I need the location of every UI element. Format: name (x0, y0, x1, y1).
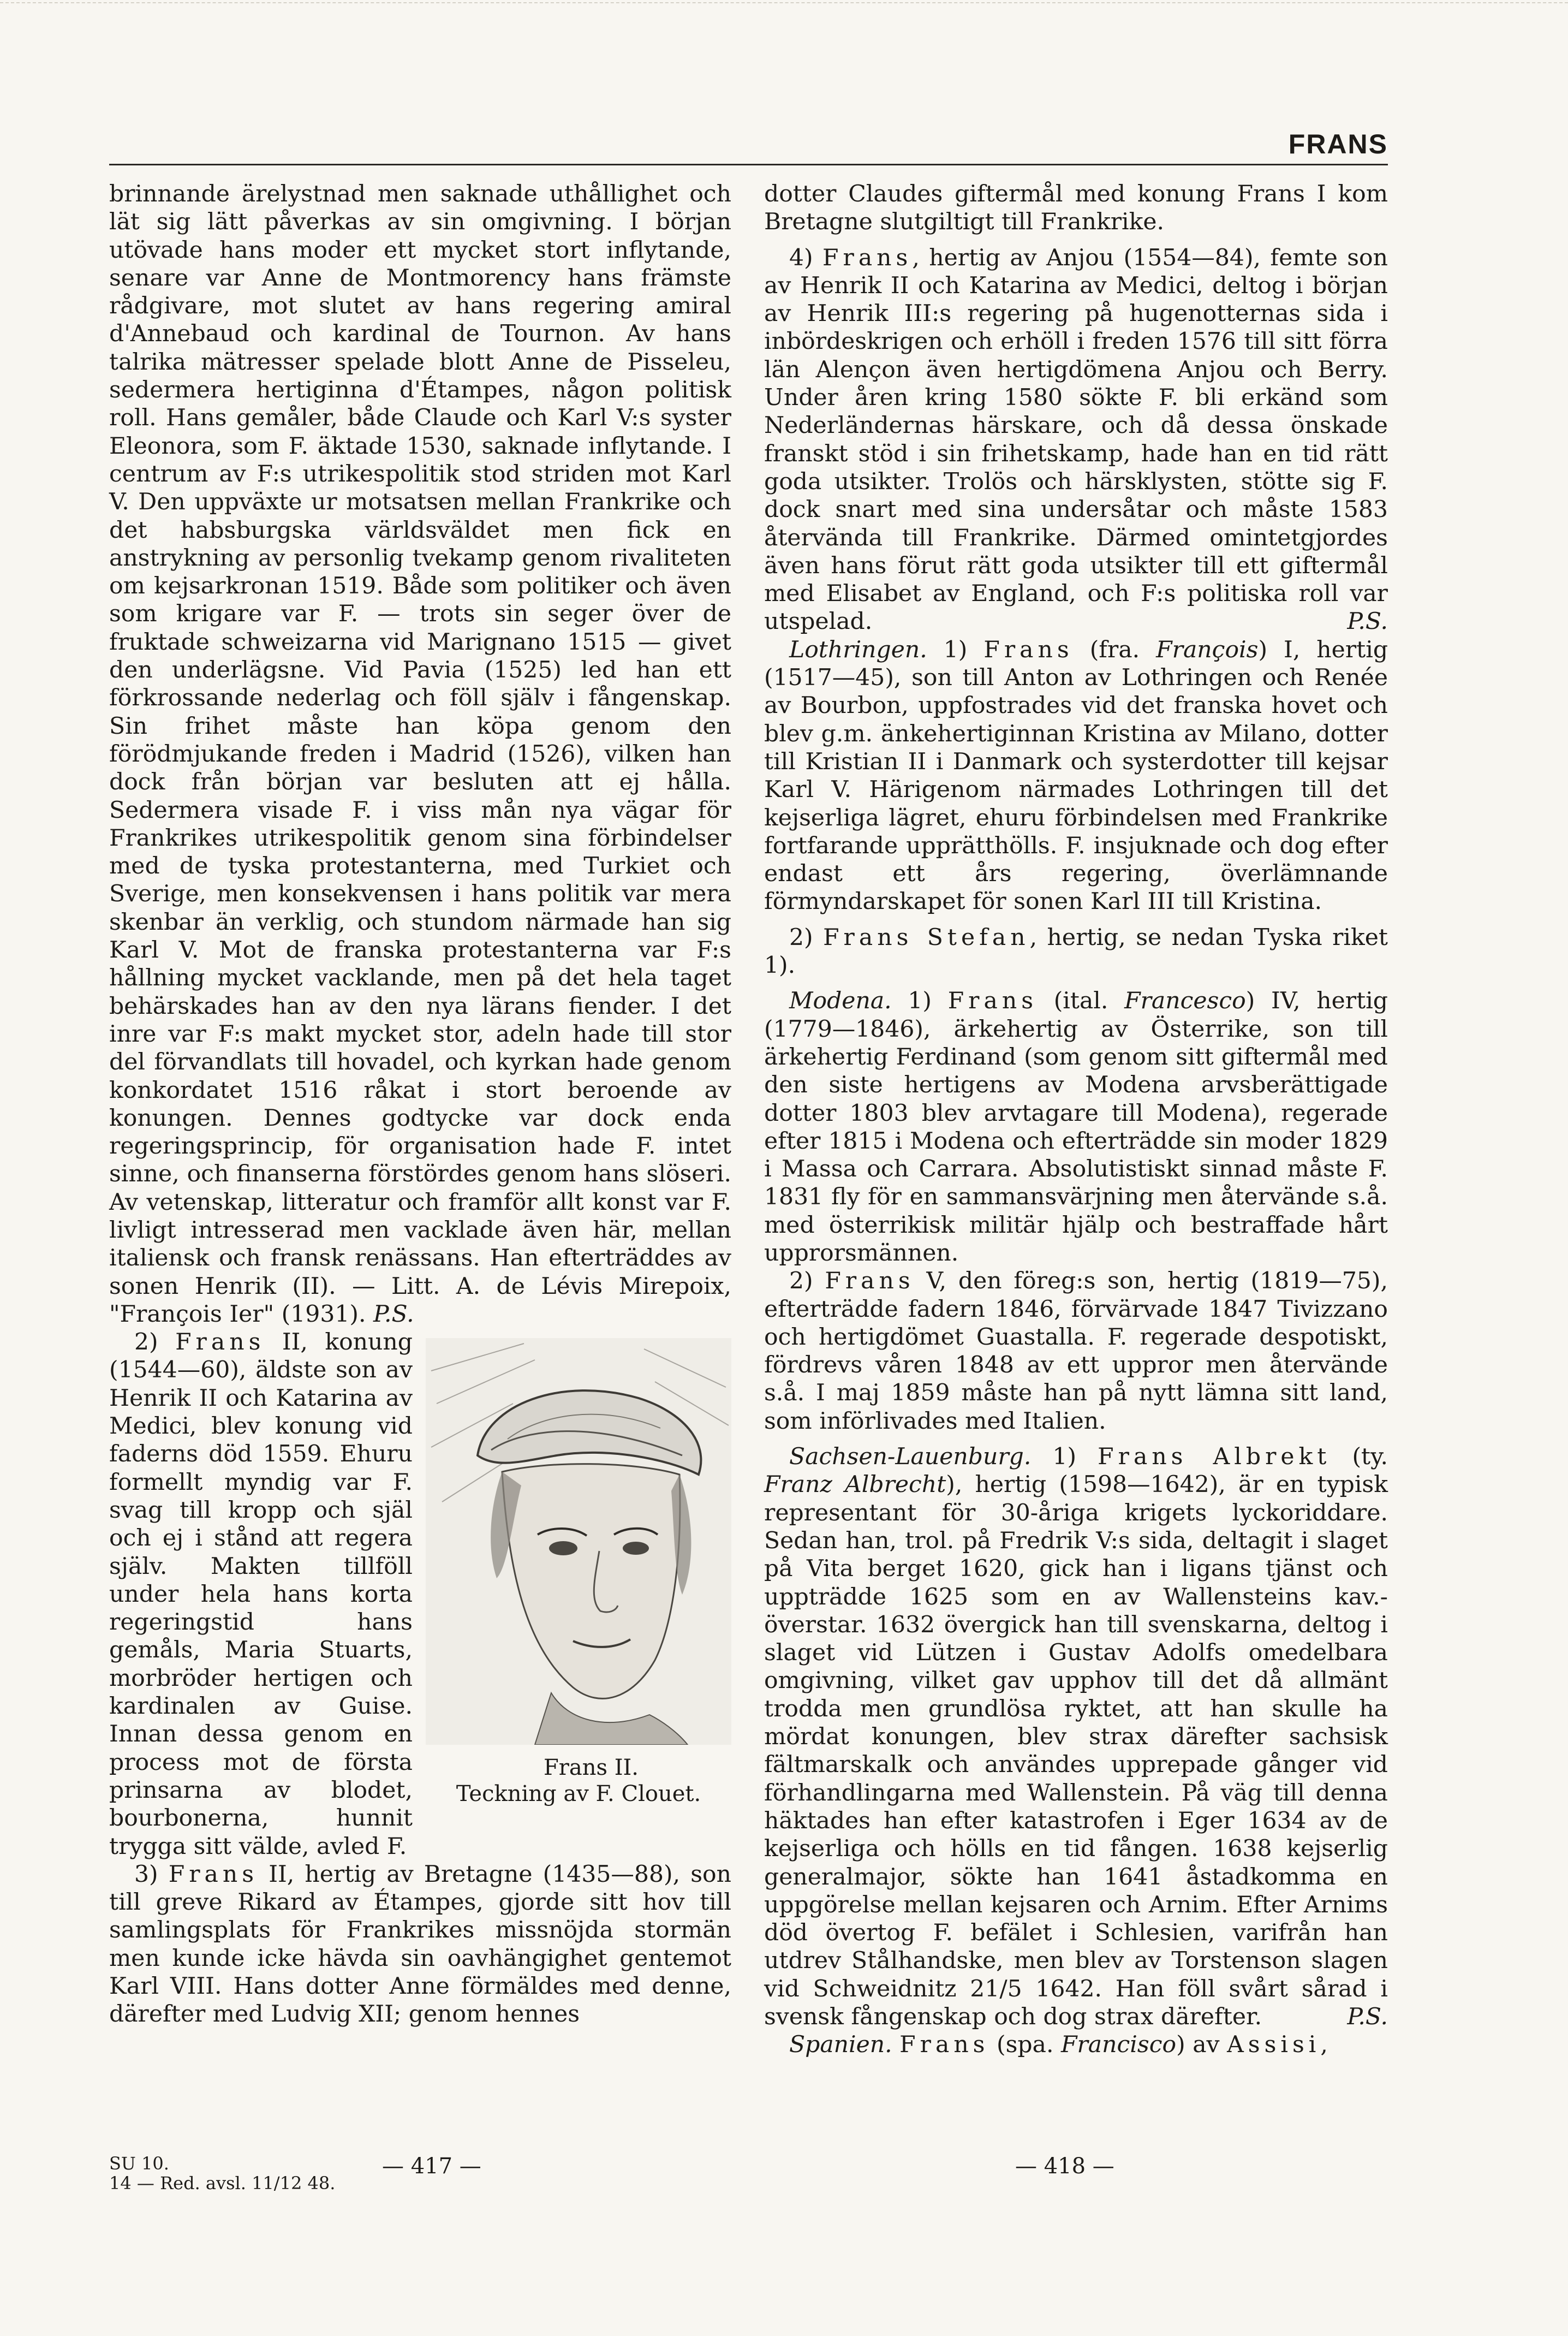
section-place: Sachsen-Lauenburg. (789, 1443, 1032, 1471)
article-paragraph: brinnande ärelystnad men saknade uthållighet och lät sig lätt påverkas av sin omgivning. I början utövade hans moder ett mycket stort inflytande, senare var Anne de Montmorency hans främste rådgivare, mot slutet av hans regering amiral d'Annebaud och kardinal de Tournon. Av hans talrika mätresser spelade blott Anne de Pisseleu, sedermera hertiginna d'Étampes, någon politisk roll. Hans gemåler, både Claude och Karl V:s syster Eleonora, som F. äktade 1530, saknade inflytande. I centrum av F:s utrikespolitik stod striden mot Karl V. Den uppväxte ur motsatsen mellan Frankrike och det habsburgska världsväldet men fick en anstrykning av personlig tvekamp genom rivaliteten om kejsarkronan 1519. Både som politiker och även som krigare var F. — trots sin seger över de fruktade schweizarna vid Marignano 1515 — givet den underlägsne. Vid Pavia (1525) led han ett förkrossande nederlag och föll själv i fångenskap. Sin frihet måste han köpa genom den förödmjukande freden i Madrid (1526), vilken han dock från början var besluten att ej hålla. Sedermera visade F. i viss mån nya vägar för Frankrikes utrikespolitik genom sina förbindelser med de tyska protestanterna, med Turkiet och Sverige, men konsekvensen i hans politik var mera skenbar än verklig, och stundom närmade han sig Karl V. Mot de franska protestanterna var F:s hållning mycket vacklande, men på det hela taget behärskades han av den nya lärans fiender. I det inre var F:s makt mycket stor, adeln hade till stor del förvandlats till hovadel, och kyrkan hade genom konkordatet 1516 råkat i stort beroende av konungen. Dennes godtycke var dock enda regeringsprincip, för organisation hade F. intet sinne, och finanserna förstördes genom hans slöseri. Av vetenskap, litteratur och framför allt konst var F. livligt intresserad men vacklade även här, mellan italiensk och fransk renässans. Han efterträddes av sonen Henrik (II). — Litt. A. de Lévis Mirepoix, "François Ier" (1931). P.S. (109, 181, 731, 1328)
section-place: Lothringen. (789, 636, 927, 663)
article-entry-frans-ii-bretagne: 3) Frans II, hertig av Bretagne (1435—88), son till greve Rikard av Étampes, gjorde sitt hov till samlingsplats för Frankrikes missnöjda stormän men kunde icke hävda sin oavhängighet gentemot Karl VIII. Hans dotter Anne förmäldes med denne, därefter med Ludvig XII; genom hennes (109, 1861, 731, 2028)
article-entry-spanien: Spanien. Frans (spa. Francisco) av Assisi, (789, 2031, 1332, 2059)
article-entry-modena: Modena. 1) Frans (ital. Francesco) IV, hertig (1779—1846), ärkehertig av Österrike, son till ärkehertig Ferdinand (som genom sitt giftermål med den siste hertigens av Modena arvsberättigade dotter 1803 blev arvtagare till Modena), regerade efter 1815 i Modena och efterträdde sin moder 1829 i Massa och Carrara. Absolutistiskt sinnad måste F. 1831 fly för en sammansvärjning men återvände s.å. med österrikisk militär hjälp och bestraffade hårt upprorsmännen. (764, 988, 1388, 1267)
entry-headword: Frans (899, 2031, 989, 2059)
entry-headword: Frans Albrekt (1098, 1443, 1331, 1471)
entry-headword: Frans (168, 1861, 259, 1888)
article-entry-lothringen: Lothringen. 1) Frans (fra. François) I, hertig (1517—45), son till Anton av Lothringen och Renée av Bourbon, uppfostrades vid det franska hovet och blev g.m. änkehertiginnan Kristina av Milano, dotter till Kristian II i Danmark och systerdotter till kejsar Karl V. Härigenom närmades Lothringen till det kejserliga lägret, ehuru förbindelsen med Frankrike fortfarande upprätthölls. F. insjuknade och dog efter endast ett års regering, överlämnande förmyndarskapet för sonen Karl III till Kristina. (764, 636, 1388, 916)
entry-headword: Frans (983, 636, 1074, 663)
author-signature: P.S. (1347, 2004, 1388, 2030)
entry-headword: Assisi, (1227, 2031, 1332, 2059)
page-number-left: — 417 — (382, 2154, 481, 2179)
running-head: FRANS (1288, 129, 1388, 159)
entry-headword: Frans (822, 244, 913, 271)
article-entry-frans-anjou: 4) Frans, hertig av Anjou (1554—84), femte son av Henrik II och Katarina av Medici, deltog i början av Henrik III:s regering på hugenotternas sida i inbördeskrigen och erhöll i freden 1576 till sitt förra län Alençon även hertigdömena Anjou och Berry. Under åren kring 1580 sökte F. bli erkänd som Nederländernas härskare, och då dessa önskade franskt stöd i sin frihetskamp, hade han en tid rätt goda utsikter. Trolös och härsklysten, stötte sig F. dock snart med sina undersåtar och måste 1583 återvända till Frankrike. Därmed omintetgjordes även hans förut rätt goda utsikter till ett giftermål med Elisabet av England, och F:s politiska roll var utspelad. P.S. (764, 244, 1388, 635)
article-entry-frans-ii: 2) Frans Frans II. Teckning av F. Clouet. II, konung (1544—60), äldste son av Henrik II och Katarina av Medici, blev konung vid faderns död 1559. Ehuru formellt myndig var F. svag till kropp och själ och ej i stånd att regera själv. Makten tillföll under hela hans korta regeringstid hans gemåls, Maria Stuarts, morbröder hertigen och kardinalen av Guise. Innan dessa genom en process mot de första prinsarna av blodet, bourbonerna, hunnit trygga sitt välde, avled F. (109, 1328, 731, 1861)
right-column (764, 180, 1388, 2059)
figure-caption: Frans II. Teckning av F. Clouet. (456, 1755, 701, 1807)
article-paragraph: dotter Claudes giftermål med konung Frans I kom Bretagne slutgiltigt till Frankrike. (764, 181, 1388, 236)
header-rule (109, 164, 1388, 165)
page-number-right: — 418 — (1015, 2154, 1114, 2179)
article-entry-frans-v: 2) Frans V, den föreg:s son, hertig (1819—75), efterträdde fadern 1846, förvärvade 1847 Tivizzano och hertigdömet Guastalla. F. regerade despotiskt, fördrevs våren 1848 av ett uppror men återvände s.å. I maj 1859 måste han på nytt lämna sitt land, som införlivades med Italien. (764, 1268, 1388, 1435)
entry-headword: Frans Stefan (823, 924, 1030, 951)
entry-headword: Frans (825, 1268, 915, 1295)
portrait-figure (426, 1338, 731, 1807)
entry-headword: Frans (175, 1329, 265, 1356)
author-signature: P.S. (373, 1300, 414, 1328)
author-signature: P.S. (1347, 608, 1388, 635)
printer-signature: SU 10. 14 — Red. avsl. 11/12 48. (109, 2153, 336, 2194)
article-entry-frans-stefan: 2) Frans Stefan, hertig, se nedan Tyska riket 1). (764, 924, 1388, 979)
portrait-drawing (426, 1338, 731, 1745)
entry-headword: Frans (947, 988, 1038, 1015)
scan-edge-line (0, 2, 1568, 3)
portrait-image (426, 1338, 731, 1745)
section-place: Modena. (789, 988, 892, 1015)
left-column (109, 180, 731, 2029)
section-place: Spanien. (789, 2031, 892, 2059)
article-entry-sachsen-lauenburg: Sachsen-Lauenburg. 1) Frans Albrekt (ty. Franz Albrecht), hertig (1598—1642), är en typisk representant för 30-åriga krigets lyckoriddare. Sedan han, trol. på Fredrik V:s sida, deltagit i slaget på Vita berget 1620, gick han i ligans tjänst och uppträdde 1625 som en av Wallensteins kav.-överstar. 1632 övergick han till svenskarna, deltog i slaget vid Lützen i Gustav Adolfs omedelbara omgivning, vilket gav upphov till det då allmänt trodda men grundlösa ryktet, att han skulle ha mördat konungen, blev strax därefter sachsisk fältmarskalk och användes upprepade gånger vid förhandlingarna med Wallenstein. På väg till denna häktades han efter katastrofen i Eger 1634 av de kejserliga och hölls en tid fången. 1638 kejserlig generalmajor, sökte han 1641 åstadkomma en uppgörelse mellan kejsaren och Arnim. Efter Arnims död övertog F. befälet i Schlesien, varifrån han utdrev Stålhandske, men blev av Torstenson slagen vid Schweidnitz 21/5 1642. Han föll svårt sårad i svensk fångenskap och dog strax därefter. P.S. (764, 1443, 1388, 2030)
